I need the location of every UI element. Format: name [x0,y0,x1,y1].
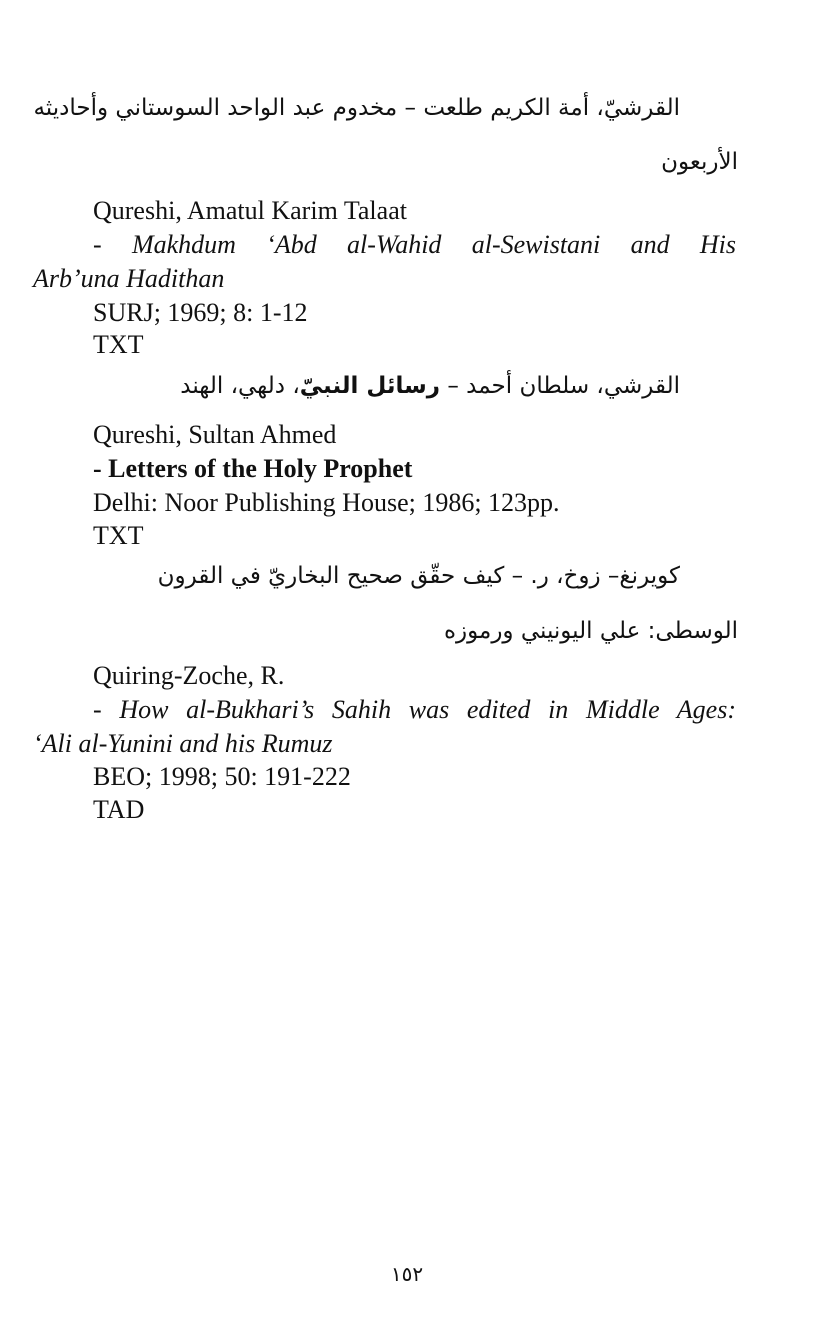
entry-3-author: Quiring-Zoche, R. [93,661,285,690]
entry-1-title-line-1: - Makhdum ‘Abd al-Wahid al-Sewistani and His [93,230,736,259]
entry-2-source: Delhi: Noor Publishing House; 1986; 123pp. [93,488,560,517]
entry-1-tag: TXT [93,330,144,359]
page-number: ١٥٢ [390,1262,424,1286]
entry-1-arabic-line-1: القرشيّ، أمة الكريم طلعت – مخدوم عبد الواحد السوستاني وأحاديثه [33,95,680,121]
entry-2-arabic-pre: القرشي، سلطان أحمد – [440,373,680,399]
entry-3-source: BEO; 1998; 50: 191-222 [93,762,351,791]
entry-3-tag: TAD [93,795,145,824]
entry-2-arabic-title: رسائل النبيّ [299,373,441,399]
entry-1-title-line-2: Arb’una Hadithan [33,264,225,293]
entry-2-arabic-post: ، دلهي، الهند [180,373,300,399]
entry-1-source: SURJ; 1969; 8: 1-12 [93,298,308,327]
entry-1-arabic-line-2: الأربعون [661,149,738,175]
entry-3-arabic-line-1: كويرنغ– زوخ، ر. – كيف حقّق صحيح البخاريّ في القرون [157,563,680,589]
entry-3-arabic-line-2: الوسطى: علي اليونيني ورموزه [443,618,738,644]
entry-2-arabic-line [180,370,680,402]
entry-2-tag: TXT [93,521,144,550]
entry-3-title-line-2: ‘Ali al-Yunini and his Rumuz [33,729,333,758]
entry-1-author: Qureshi, Amatul Karim Talaat [93,196,407,225]
entry-2-title: - Letters of the Holy Prophet [93,454,413,483]
entry-2-author: Qureshi, Sultan Ahmed [93,420,337,449]
entry-3-title-line-1: - How al-Bukhari’s Sahih was edited in Middle Ages: [93,695,736,724]
